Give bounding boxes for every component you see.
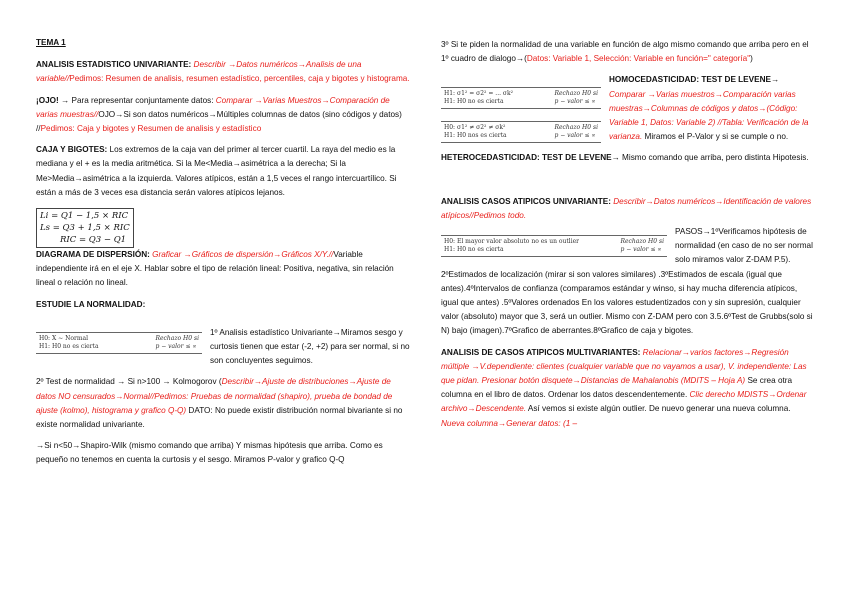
ojo-paragraph: ¡OJO! → Para representar conjuntamente datos: Comparar →Varias Muestros→Comparación de varias muestras//OJO→Si son datos numéricos→Múltiples columnas de datos (sino códigos y datos) //Pedimos: Caja y bigotes y Resumen de analisis y estadístico xyxy=(36,95,402,134)
section-title: TEMA 1 xyxy=(36,38,66,47)
left-column xyxy=(36,36,412,475)
univariate-outliers-heading: ANALISIS CASOS ATIPICOS UNIVARIANTE: Describir→Datos numéricos→Identificación de valores atípicos//Pedimos todo. xyxy=(441,196,812,220)
normality-hypothesis-box: H0: X ∼ Normal H1: H0 no es cierta Rechazo H0 si p − valor ≤ ∝ xyxy=(36,332,202,354)
normality-heading: ESTUDIE LA NORMALIDAD: xyxy=(36,299,146,309)
shapiro-paragraph: →Si n<50→Shapiro-Wilk (mismo comando que arriba) Y mismas hipótesis que arriba. Como es pequeño no tenemos en cuenta la curtosis y el sesgo. Miramos P-valor y grafico Q-Q xyxy=(36,441,383,465)
normality-paragraph: H0: X ∼ Normal H1: H0 no es cierta Rechazo H0 si p − valor ≤ ∝ 1º Analisis estadístico Univariante→Miramos sesgo y curtosis tienen que estar (-2, +2) para ser normal, si no son concluyentes seguimos. xyxy=(36,326,412,369)
homocedasticity-paragraph: H1: σ1² = σ2² = ... σk² H1: H0 no es cierta Rechazo H0 si p − valor ≤ ∝ H0: σ1² ≠ σ2² ≠ σk² H1: H0 nos es cierta Rechazo H0 si p − valor ≤ ∝ HOMOCEDASTICIDAD: TEST DE LEVENE→ Comparar →Varias muestros→Comparación varias muestras→Columnas de códigos y datos→(Código: Variable 1, Datos: Variable 2) //Tabla: Verificación de la varianza. Miramos el P-Valor y si se cumple o no. xyxy=(441,73,813,144)
grubbs-hypothesis-box: H0: El mayor valor absoluto no es un outlier H1: H0 no es cierta Rechazo H0 si p − valor ≤ ∝ xyxy=(441,235,667,257)
multivariate-outliers-paragraph: ANALISIS DE CASOS ATIPICOS MULTIVARIANTES: Relacionar→varios factores→Regresión múltiple →V.dependiente: clientes (cualquier variable que no vayamos a usar), V. independiente: Las que pidan. Presionar botón disquete→Distancias de Mahalanobis (MDITS – Hoja A) Se crea otra columna en el libro de datos. Ordenar los datos descendentemente. Clic derecho MDISTS→Ordenar archivo→Descendente. Así vemos si existe algún outlier. De nuevo generar una nueva columna. Nueva columna→Generar datos: (1 – xyxy=(441,347,807,428)
levene-hypothesis-box-1: H1: σ1² = σ2² = ... σk² H1: H0 no es cierta Rechazo H0 si p − valor ≤ ∝ xyxy=(441,87,601,109)
right-column xyxy=(441,38,813,438)
univariate-outliers-paragraph: H0: El mayor valor absoluto no es un outlier H1: H0 no es cierta Rechazo H0 si p − valor ≤ ∝ PASOS→1ºVerificamos hipótesis de normalidad (en caso de no ser normal solo miramos valor Z-DAM P.5). 2ºEstimados de localización (mirar si son valores similares) .3ºEstimados de escala (igual que antes).4ºIntervalos de confianza (comparamos estándar y winso, si hay mucha diferencia atípicos, igual que antes) .5ºValores ordenados En los valores estudentizados con y sin supresión, cualquier valor (absoluto) mayor que 3, será un outlier. Mismo con Z-DAM pero con 3.5.6ºTest de Grubbs(solo si N) bajo (imagen).7ºGrafico de aberrantes.8ºGrafico de caja y bigotes. xyxy=(441,227,813,336)
limits-formula: Li = Q1 − 1,5 × RIC Ls = Q3 + 1,5 × RIC RIC = Q3 − Q1 xyxy=(36,208,134,248)
heterocedasticity-paragraph: HETEROCEDASTICIDAD: TEST DE LEVENE→ Mismo comando que arriba, pero distinta Hipotesis. xyxy=(441,153,809,163)
box-plot-paragraph: CAJA Y BIGOTES: Los extremos de la caja van del primer al tercer cuartil. La raya del medio es la mediana y el + es la media aritmética. Si la Me<Media→asimétrica a la derecha; Si la Me>Media→asimétrica a la izquierda. Valores atípicos, están a 1,5 veces el rango intercuartílico. Si están a más de 3 veces esa distancia serán valores atípicos lejanos. xyxy=(36,145,397,197)
univariate-paragraph: ANALISIS ESTADISTICO UNIVARIANTE: Describir →Datos numéricos→Analisis de una variable//Pedimos: Resumen de analisis, resumen estadístico, percentiles, caja y bigotes y histograma. xyxy=(36,60,410,84)
kolmogorov-paragraph: 2º Test de normalidad → Si n>100 → Kolmogorov (Describir→Ajuste de distribuciones→Ajuste de datos NO censurados→Normal//Pedimos: Pruebas de normalidad (shapiro), prueba de bondad de ajuste (kolmo), histograma y grafico Q-Q) DATO: No puede existir distribución normal bivariante si no existe normalidad univariante. xyxy=(36,377,403,430)
group-normality-paragraph: 3º Si te piden la normalidad de una variable en función de algo mismo comando que arriba pero en el 1º cuadro de dialogo→(Datos: Variable 1, Selección: Variable en función=" categoría") xyxy=(441,40,809,64)
levene-hypothesis-box-2: H0: σ1² ≠ σ2² ≠ σk² H1: H0 nos es cierta Rechazo H0 si p − valor ≤ ∝ xyxy=(441,121,601,143)
scatter-paragraph: DIAGRAMA DE DISPERSIÓN: Graficar →Gráficos de dispersión→Gráficos X/Y.//Variable independiente irá en el eje X. Hablar sobre el tipo de relación lineal: Positiva, negativa, sin relación lineal o relación no lineal. xyxy=(36,250,394,288)
